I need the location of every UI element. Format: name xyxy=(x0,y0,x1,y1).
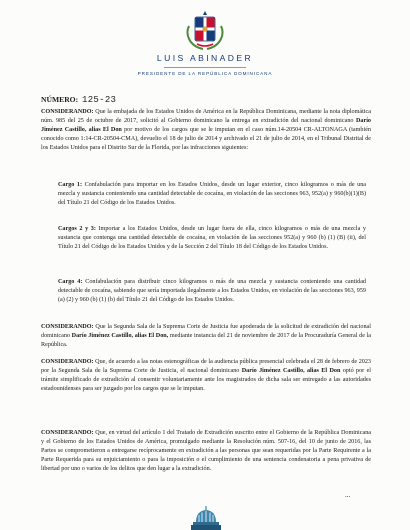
cargo-4-lead: Cargo 4: xyxy=(58,279,83,285)
cargo-4-text: Confabulación para distribuir cinco kilogramos o más de una mezcla y sustancia conteniendo una cantidad detectable de cocaína, sabiendo que sería importada ilegalmente a los Estados Unidos, en violación de las secciones 963, 959 (a) (2) y 960 (b) (1) (b) del Título 21 del Código de los Estados Unidos. xyxy=(58,279,366,303)
decree-number xyxy=(41,95,116,105)
decree-number-label: NÚMERO: xyxy=(41,95,79,104)
considerando-2-lead: CONSIDERANDO: xyxy=(41,324,94,330)
palace-dome-icon xyxy=(190,505,222,530)
cargo-2-3 xyxy=(58,225,366,252)
considerando-1-lead: CONSIDERANDO: xyxy=(41,109,94,115)
cargo-1-lead: Cargo 1: xyxy=(58,182,83,188)
header-divider xyxy=(164,67,246,68)
president-title: PRESIDENTE DE LA REPÚBLICA DOMINICANA xyxy=(137,71,273,76)
considerando-3-text-a: Que, de acuerdo a las notas estenográficas de la audiencia pública presencial celebrada el 28 de febrero de 2023 por la Segunda Sala de la Suprema Corte de Justicia, el nacional dominicano xyxy=(41,359,371,374)
considerando-3 xyxy=(41,358,371,394)
considerando-1-name: Darío Jiménez Castillo, alias El Don xyxy=(41,117,371,133)
cargo-2-3-lead: Cargos 2 y 3: xyxy=(58,226,96,232)
considerando-1-text-b: por motivo de los cargos que se le imputan en el caso núm.14-20504 CR-ALTONAGA (también conocido como 1:14-CR-20504-CMA), devuelto el 18 de julio de 2014 y archivado el 21 de julio de 2014, en el Tribunal Distrital de los Estados Unidos para el Distrito Sur de la Florida, por las infracciones siguientes: xyxy=(41,126,371,151)
decree-number-value: 125-23 xyxy=(82,95,117,105)
considerando-2 xyxy=(41,323,371,350)
considerando-1 xyxy=(41,108,371,153)
considerando-2-text-b: mediante instancia del 21 de noviembre de 2017 de la Procuraduría General de la República. xyxy=(41,332,371,348)
considerando-3-text-b: optó por el trámite simplificado de extradición al consentir voluntariamente ante los magistrados de dicha sala ser entregado a las autoridades estadounidenses para ser juzgado por los cargos que se le imputan. xyxy=(41,367,371,392)
considerando-4-lead: CONSIDERANDO: xyxy=(41,430,94,436)
cargo-2-3-text: Importar a los Estados Unidos, desde un lugar fuera de ella, cinco kilogramos o más de una mezcla y sustancia que contenga una cantidad detectable de cocaína, en violación de las secciones 952(a) y 960 (b) (1) (B) (ii), del Título 21 del Código de los Estados Unidos y de la Sección 2 del Título 18 del Código de los Estados Unidos. xyxy=(58,226,366,250)
considerando-2-text-a: Que la Segunda Sala de la Suprema Corte de Justicia fue apoderada de la solicitud de extradición del nacional dominicano xyxy=(41,324,371,339)
cargo-1 xyxy=(58,181,366,208)
considerando-4 xyxy=(41,429,371,474)
considerando-4-text: Que, en virtud del artículo 1 del Tratado de Extradición suscrito entre el Gobierno de la República Dominicana y el Gobierno de los Estados Unidos de América, promulgado mediante la Resolución núm. 507-16, del 10 de junio de 2016, las Partes se comprometieron a entregarse recíprocamente en extradición a las personas que sean requeridas por la Parte Requirente a la Parte Requerida para su enjuiciamiento o para la imposición o el cumplimiento de una sentencia condenatoria a pena privativa de libertad por uno o varios de los delitos que den lugar a la extradición. xyxy=(41,430,371,472)
considerando-1-text-a: Que la embajada de los Estados Unidos de América en la República Dominicana, mediante la nota diplomática núm. 985 del 25 de octubre de 2017, solicitó al Gobierno dominicano la entrega en extradición del nacional dominicano xyxy=(41,109,371,124)
cargo-1-text: Confabulación para importar en los Estados Unidos, desde un lugar exterior, cinco kilogramos o más de una mezcla y sustancia conteniendo una cantidad detectable de cocaína, en violación de las secciones 963, 952(a) y 960(b)(1)(B) del Título 21 del Código de los Estados Unidos. xyxy=(58,182,366,206)
trailing-dots: ... xyxy=(345,491,351,499)
coat-of-arms-icon xyxy=(183,8,227,52)
cargo-4 xyxy=(58,278,366,305)
considerando-3-name: Darío Jiménez Castillo, alias El Don xyxy=(241,367,341,374)
president-name: LUIS ABINADER xyxy=(156,53,254,63)
considerando-2-name: Darío Jiménez Castillo, alias El Don, xyxy=(71,332,169,339)
considerando-3-lead: CONSIDERANDO: xyxy=(41,359,94,365)
